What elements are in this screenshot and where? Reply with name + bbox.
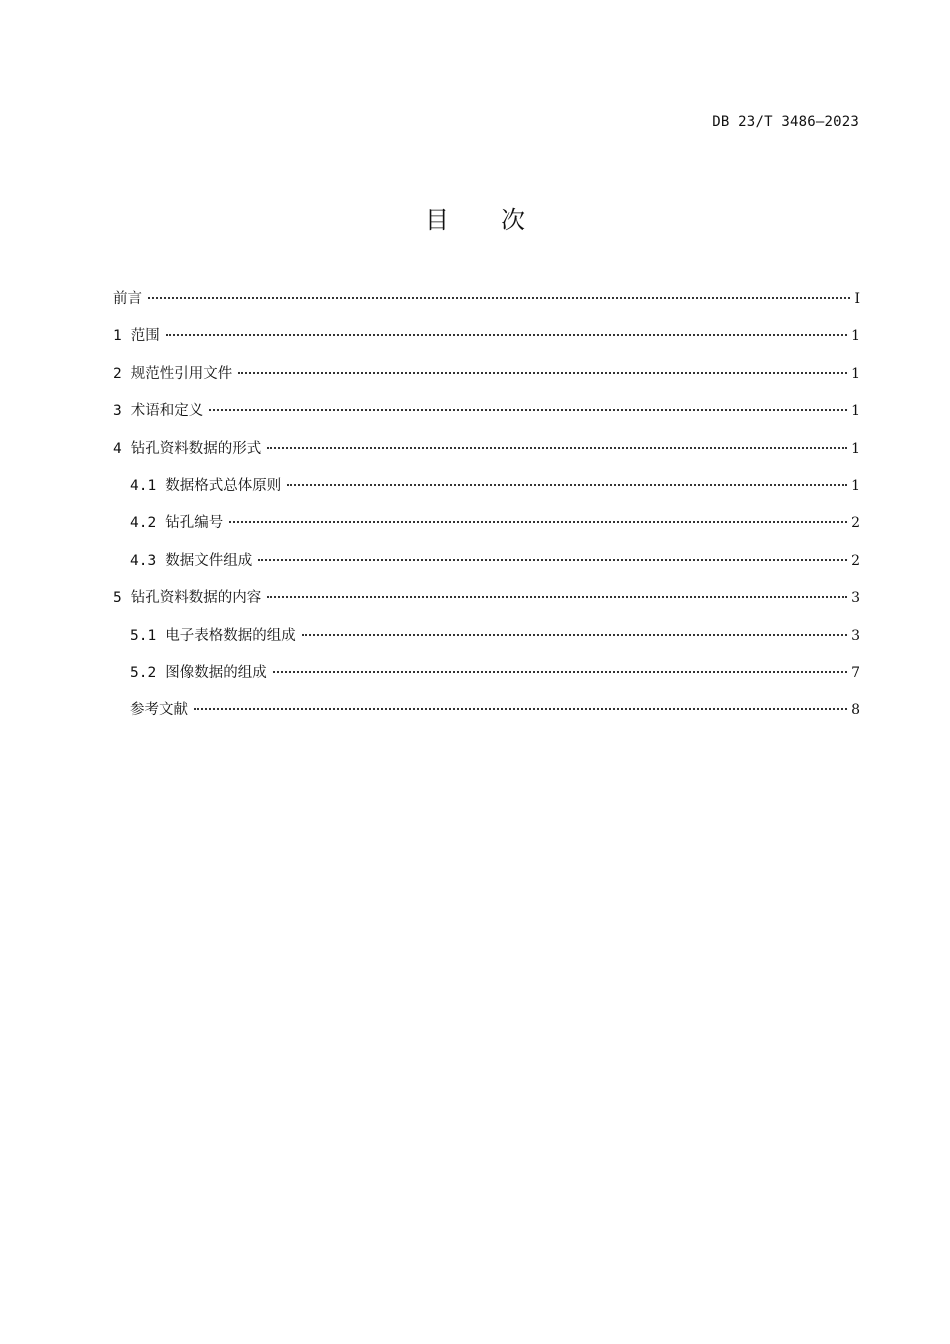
toc-entry-5[interactable] <box>113 586 860 623</box>
dot-leader <box>148 297 850 299</box>
dot-leader <box>209 409 847 411</box>
toc-entry-number: 5.2 <box>130 664 157 681</box>
dot-leader <box>302 634 847 636</box>
toc-entry-title: 参考文献 <box>130 702 188 719</box>
dot-leader <box>287 484 847 486</box>
toc-entry-title: 钻孔资料数据的形式 <box>130 440 262 457</box>
toc-entry-3[interactable] <box>113 399 860 436</box>
table-of-contents <box>113 287 860 736</box>
toc-entry-title: 图像数据的组成 <box>165 664 267 681</box>
toc-page-number: I <box>854 291 860 307</box>
toc-page-number: 2 <box>851 552 860 569</box>
toc-entry-number: 4 <box>113 440 122 457</box>
toc-page-number: 1 <box>851 440 860 457</box>
toc-entry-number: 4.2 <box>130 515 157 532</box>
toc-entry-title: 前言 <box>113 291 142 307</box>
toc-page-number: 3 <box>851 590 860 607</box>
dot-leader <box>238 372 847 374</box>
toc-entry-number: 5.1 <box>130 627 157 644</box>
toc-entry-title: 术语和定义 <box>130 403 204 420</box>
dot-leader <box>273 671 847 673</box>
dot-leader <box>229 521 847 523</box>
page-title <box>0 200 950 235</box>
document-code: DB 23/T 3486—2023 <box>712 114 859 130</box>
toc-entry-number: 2 <box>113 365 122 382</box>
toc-entry-number: 5 <box>113 590 122 607</box>
toc-entry-number: 4.1 <box>130 477 157 494</box>
dot-leader <box>267 596 847 598</box>
toc-entry-title: 钻孔资料数据的内容 <box>130 590 262 607</box>
toc-entry-title: 范围 <box>130 328 160 345</box>
dot-leader <box>258 559 847 561</box>
toc-entry-5-1[interactable] <box>113 624 860 661</box>
toc-page-number: 1 <box>851 365 860 382</box>
toc-page-number: 3 <box>851 627 860 644</box>
toc-entry-number: 3 <box>113 403 122 420</box>
toc-entry-number: 1 <box>113 328 122 345</box>
toc-page-number: 1 <box>851 328 860 345</box>
toc-entry-number: 4.3 <box>130 552 157 569</box>
toc-page-number: 1 <box>851 477 860 494</box>
dot-leader <box>267 447 847 449</box>
toc-entry-title: 数据格式总体原则 <box>165 477 282 494</box>
toc-entry-title: 钻孔编号 <box>165 515 224 532</box>
toc-entry-title: 规范性引用文件 <box>130 365 233 382</box>
toc-entry-1[interactable] <box>113 324 860 361</box>
toc-entry-4-2[interactable] <box>113 511 860 548</box>
toc-entry-title: 电子表格数据的组成 <box>165 627 296 644</box>
toc-entry-2[interactable] <box>113 362 860 399</box>
toc-page-number: 1 <box>851 403 860 420</box>
dot-leader <box>194 708 847 710</box>
toc-entry-5-2[interactable] <box>113 661 860 698</box>
toc-entry-foreword[interactable] <box>113 287 860 324</box>
toc-page-number: 7 <box>851 664 860 681</box>
toc-entry-title: 数据文件组成 <box>165 552 253 569</box>
title-char-2: 次 <box>501 206 525 234</box>
toc-entry-4-3[interactable] <box>113 549 860 586</box>
toc-page-number: 2 <box>851 515 860 532</box>
toc-page-number: 8 <box>851 702 860 719</box>
title-char-1: 目 <box>425 206 449 234</box>
toc-entry-references[interactable] <box>113 698 860 735</box>
dot-leader <box>166 334 847 336</box>
toc-entry-4[interactable] <box>113 437 860 474</box>
toc-entry-4-1[interactable] <box>113 474 860 511</box>
